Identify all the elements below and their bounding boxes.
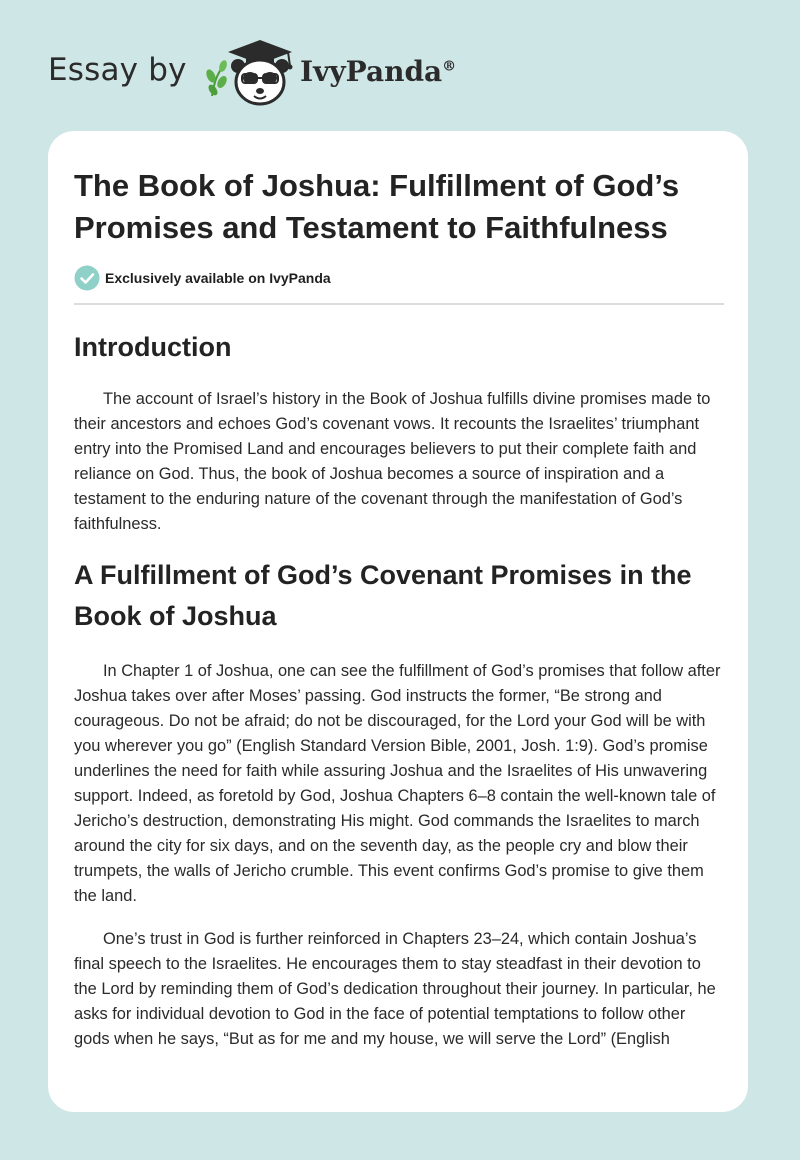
title-divider: [74, 303, 724, 305]
registered-mark: ®: [442, 58, 457, 75]
section-heading-fulfillment: A Fulfillment of God’s Covenant Promises in the Book of Joshua: [74, 560, 692, 631]
panda-graduate-icon[interactable]: [202, 36, 298, 108]
paragraph-chapter-one: In Chapter 1 of Joshua, one can see the fulfillment of God’s promises that follow after Joshua takes over after Moses’ passing. God instructs the former, “Be strong and courageous. Do not be afraid; do not be discouraged, for the Lord your God will be with you wherever you go” (English Standard Version Bible, 2001, Josh. 1:9). God’s promise underlines the need for faith while assuring Joshua and the Israelites of His unwavering support. Indeed, as foretold by God, Joshua Chapters 6–8 contain the well-known tale of Jericho’s destruction, demonstrating His might. God commands the Israelites to march around the city for six days, and on the seventh day, as the people cry and blow their trumpets, the walls of Jericho crumble. This event confirms God’s promise to give them the land.: [74, 662, 721, 905]
exclusive-badge-text: Exclusively available on IvyPanda: [105, 270, 331, 286]
article-title: The Book of Joshua: Fulfillment of God’s Promises and Testament to Faithfulness: [74, 168, 680, 245]
brand-logo-text[interactable]: [300, 55, 456, 88]
section-heading-introduction: Introduction: [74, 332, 232, 362]
brand-name: IvyPanda: [300, 55, 443, 88]
paragraph-introduction: The account of Israel’s history in the Book of Joshua fulfills divine promises made to their ancestors and echoes God’s covenant vows. It recounts the Israelites’ triumphant entry into the Promised Land and encourages believers to put their complete faith and reliance on God. Thus, the book of Joshua becomes a source of inspiration and a testament to the enduring nature of the covenant through the manifestation of God’s faithfulness.: [74, 390, 711, 533]
paragraph-final-speech: One’s trust in God is further reinforced in Chapters 23–24, which contain Joshua’s final speech to the Israelites. He encourages them to stay steadfast in their devotion to the Lord by reminding them of God’s dedication throughout their journey. In particular, he asks for individual devotion to God in the face of potential temptations to follow other gods when he says, “But as for me and my house, we will serve the Lord” (English: [74, 930, 716, 1048]
essay-by-label: Essay by: [48, 52, 187, 88]
check-circle-icon: [74, 265, 100, 291]
exclusive-badge: [74, 265, 724, 291]
site-header: [48, 36, 752, 108]
article-content: [74, 131, 724, 1052]
article-card: [48, 131, 748, 1112]
